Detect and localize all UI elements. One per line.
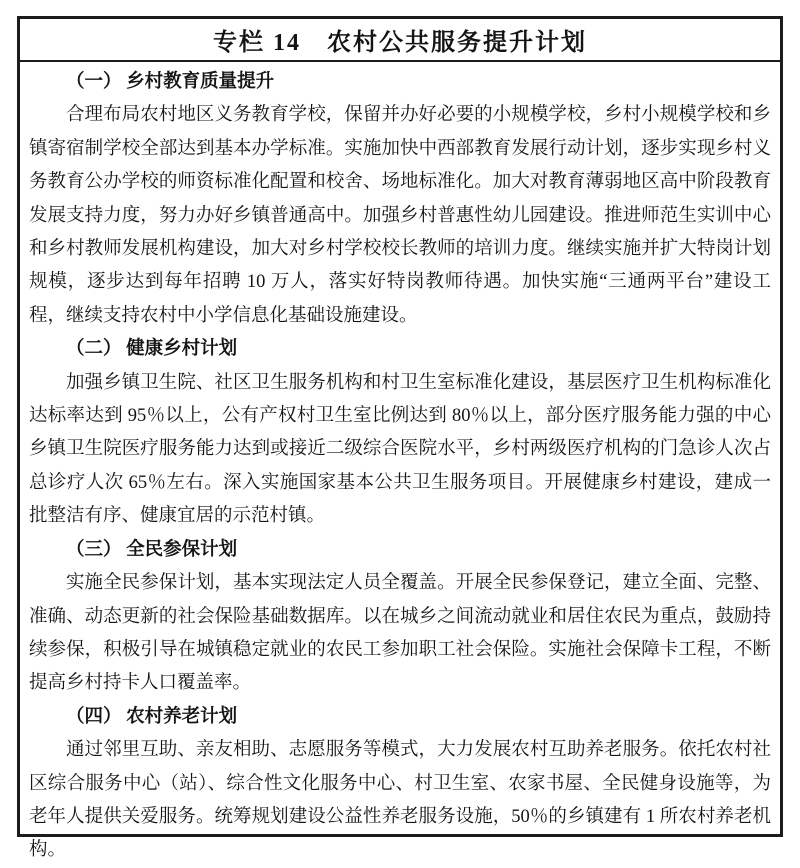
section-paragraph: 通过邻里互助、亲友相助、志愿服务等模式，大力发展农村互助养老服务。依托农村社区综合服务中心（站）、综合性文化服务中心、村卫生室、农家书屋、全民健身设施等，为老年人提供关爱服务。统筹规划建设公益性养老服务设施，50％的乡镇建有 1 所农村养老机构。	[29, 740, 771, 861]
section-heading: （四） 农村养老计划	[66, 706, 238, 727]
boxed-column	[17, 16, 783, 861]
section-paragraph: 加强乡镇卫生院、社区卫生服务机构和村卫生室标准化建设，基层医疗卫生机构标准化达标率达到 95％以上，公有产权村卫生室比例达到 80％以上，部分医疗服务能力强的中心乡镇卫生院医疗服务能力达到或接近二级综合医院水平，乡村两级医疗机构的门急诊人次占总诊疗人次 65％左右。深入实施国家基本公共卫生服务项目。开展健康乡村建设，建成一批整洁有序、健康宜居的示范村镇。	[29, 372, 771, 527]
section-heading: （三） 全民参保计划	[66, 539, 238, 560]
section-paragraph: 实施全民参保计划，基本实现法定人员全覆盖。开展全民参保登记，建立全面、完整、准确、动态更新的社会保险基础数据库。以在城乡之间流动就业和居住农民为重点，鼓励持续参保，积极引导在城镇稳定就业的农民工参加职工社会保险。实施社会保障卡工程，不断提高乡村持卡人口覆盖率。	[29, 573, 771, 694]
section-health	[29, 333, 771, 533]
section-education	[29, 66, 771, 333]
section-social-insurance	[29, 534, 771, 701]
section-heading: （一） 乡村教育质量提升	[66, 72, 275, 92]
column-title: 专栏 14 农村公共服务提升计划	[20, 19, 780, 62]
section-elderly-care	[29, 701, 771, 868]
section-paragraph: 合理布局农村地区义务教育学校，保留并办好必要的小规模学校，乡村小规模学校和乡镇寄宿制学校全部达到基本办学标准。实施加快中西部教育发展行动计划，逐步实现乡村义务教育公办学校的师资标准化配置和校舍、场地标准化。加大对教育薄弱地区高中阶段教育发展支持力度，努力办好乡镇普通高中。加强乡村普惠性幼儿园建设。推进师范生实训中心和乡村教师发展机构建设，加大对乡村学校校长教师的培训力度。继续实施并扩大特岗计划规模，逐步达到每年招聘 10 万人，落实好特岗教师待遇。加快实施“三通两平台”建设工程，继续支持农村中小学信息化基础设施建设。	[29, 105, 771, 326]
column-body	[20, 62, 780, 868]
section-heading: （二） 健康乡村计划	[66, 339, 238, 360]
